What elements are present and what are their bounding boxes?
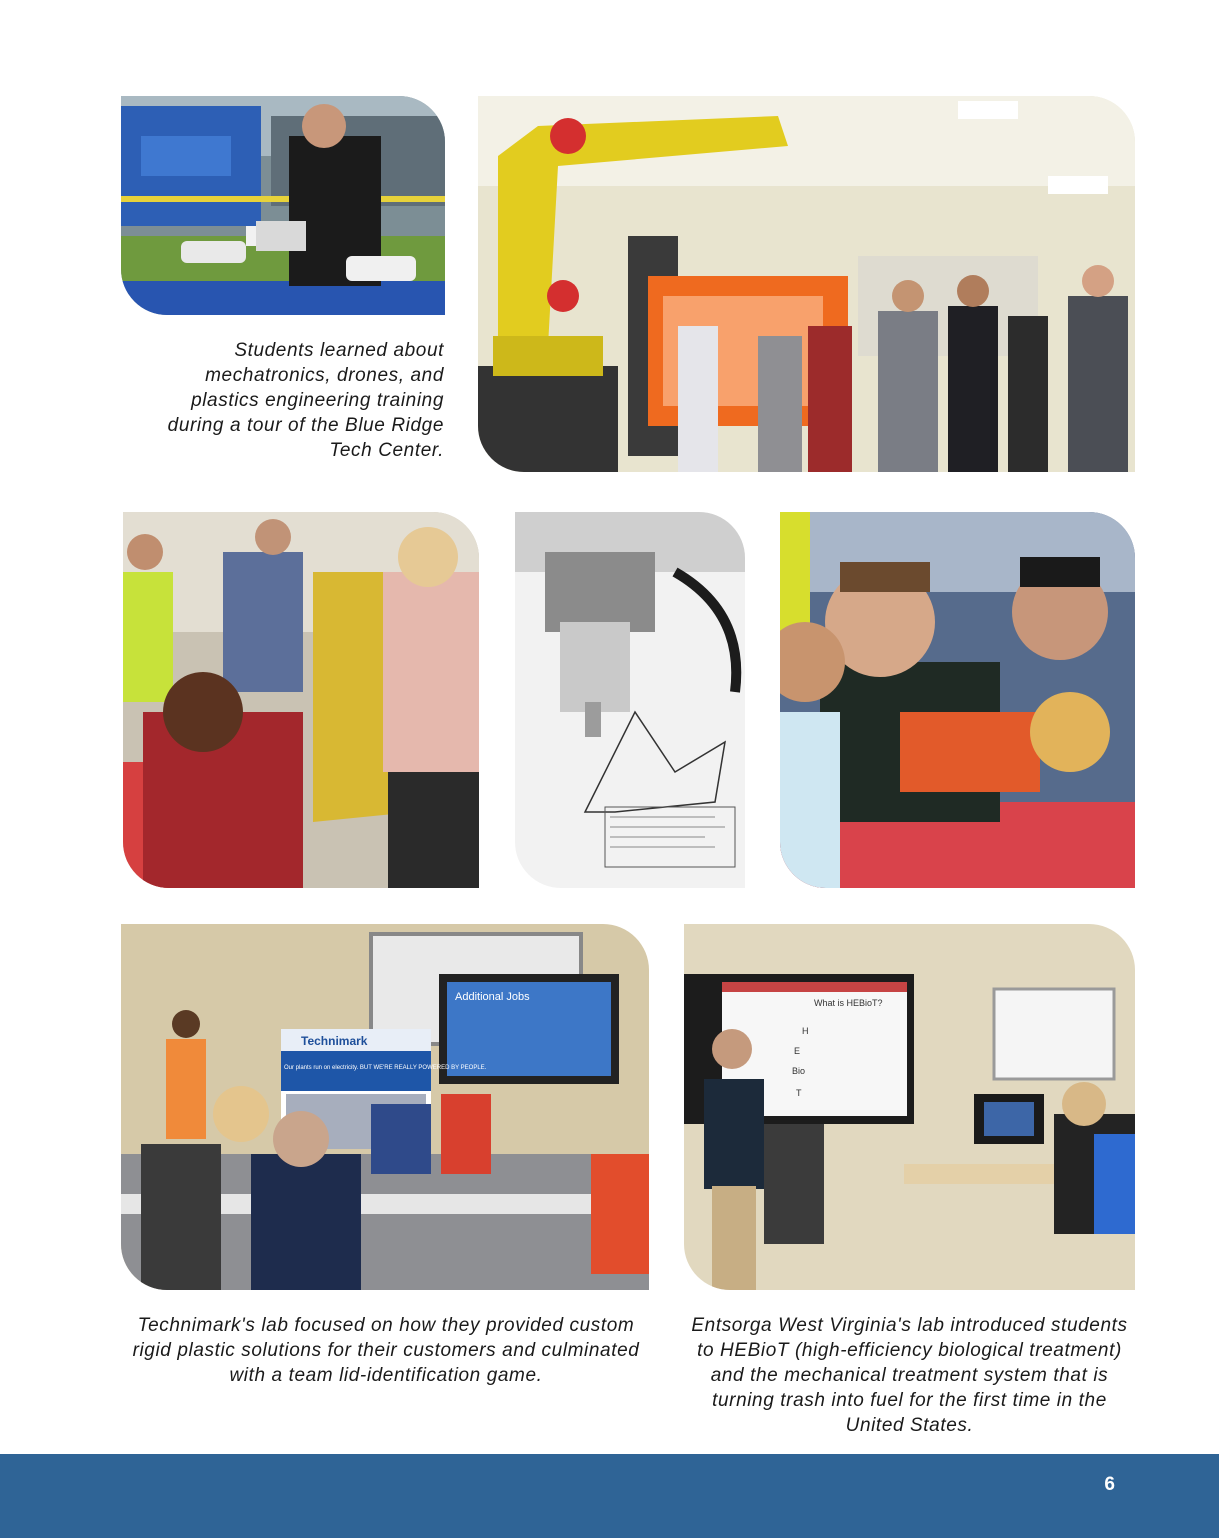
entsorga-screen-letter-e: E [794, 1046, 801, 1056]
yellow-vest-photo [123, 512, 479, 888]
entsorga-screen-letter-bio: Bio [792, 1066, 806, 1076]
safety-gloves-photo [780, 512, 1135, 888]
blue-ridge-caption: Students learned about mechatronics, drones, and plastics engineering training during a tour of the Blue Ridge Tech Center. [167, 340, 444, 461]
footer-bar [0, 1454, 1219, 1538]
technimark-screen-title: Additional Jobs [455, 991, 530, 1003]
technimark-banner-slogan: Our plants run on electricity. BUT WE'RE REALLY POWERED BY PEOPLE. [284, 1065, 487, 1071]
technimark-classroom-photo [121, 924, 649, 1290]
drone-photo [121, 96, 445, 315]
technimark-banner-brand: Technimark [301, 1034, 368, 1048]
plotter-photo [515, 512, 745, 888]
robot-arm-photo [478, 96, 1135, 472]
entsorga-screen-title: What is HEBioT? [814, 998, 883, 1008]
entsorga-caption: Entsorga West Virginia's lab introduced students to HEBioT (high-efficiency biological treatment) and the mechanical treatment system that is turning trash into fuel for the first time in the United States. [691, 1315, 1128, 1436]
entsorga-classroom-photo [684, 924, 1135, 1290]
technimark-caption: Technimark's lab focused on how they provided custom rigid plastic solutions for their customers and culminated with a team lid-identification game. [132, 1315, 640, 1386]
page-number: 6 [1104, 1474, 1115, 1495]
entsorga-screen-letter-h: H [802, 1026, 809, 1036]
entsorga-screen-letter-t: T [796, 1088, 802, 1098]
